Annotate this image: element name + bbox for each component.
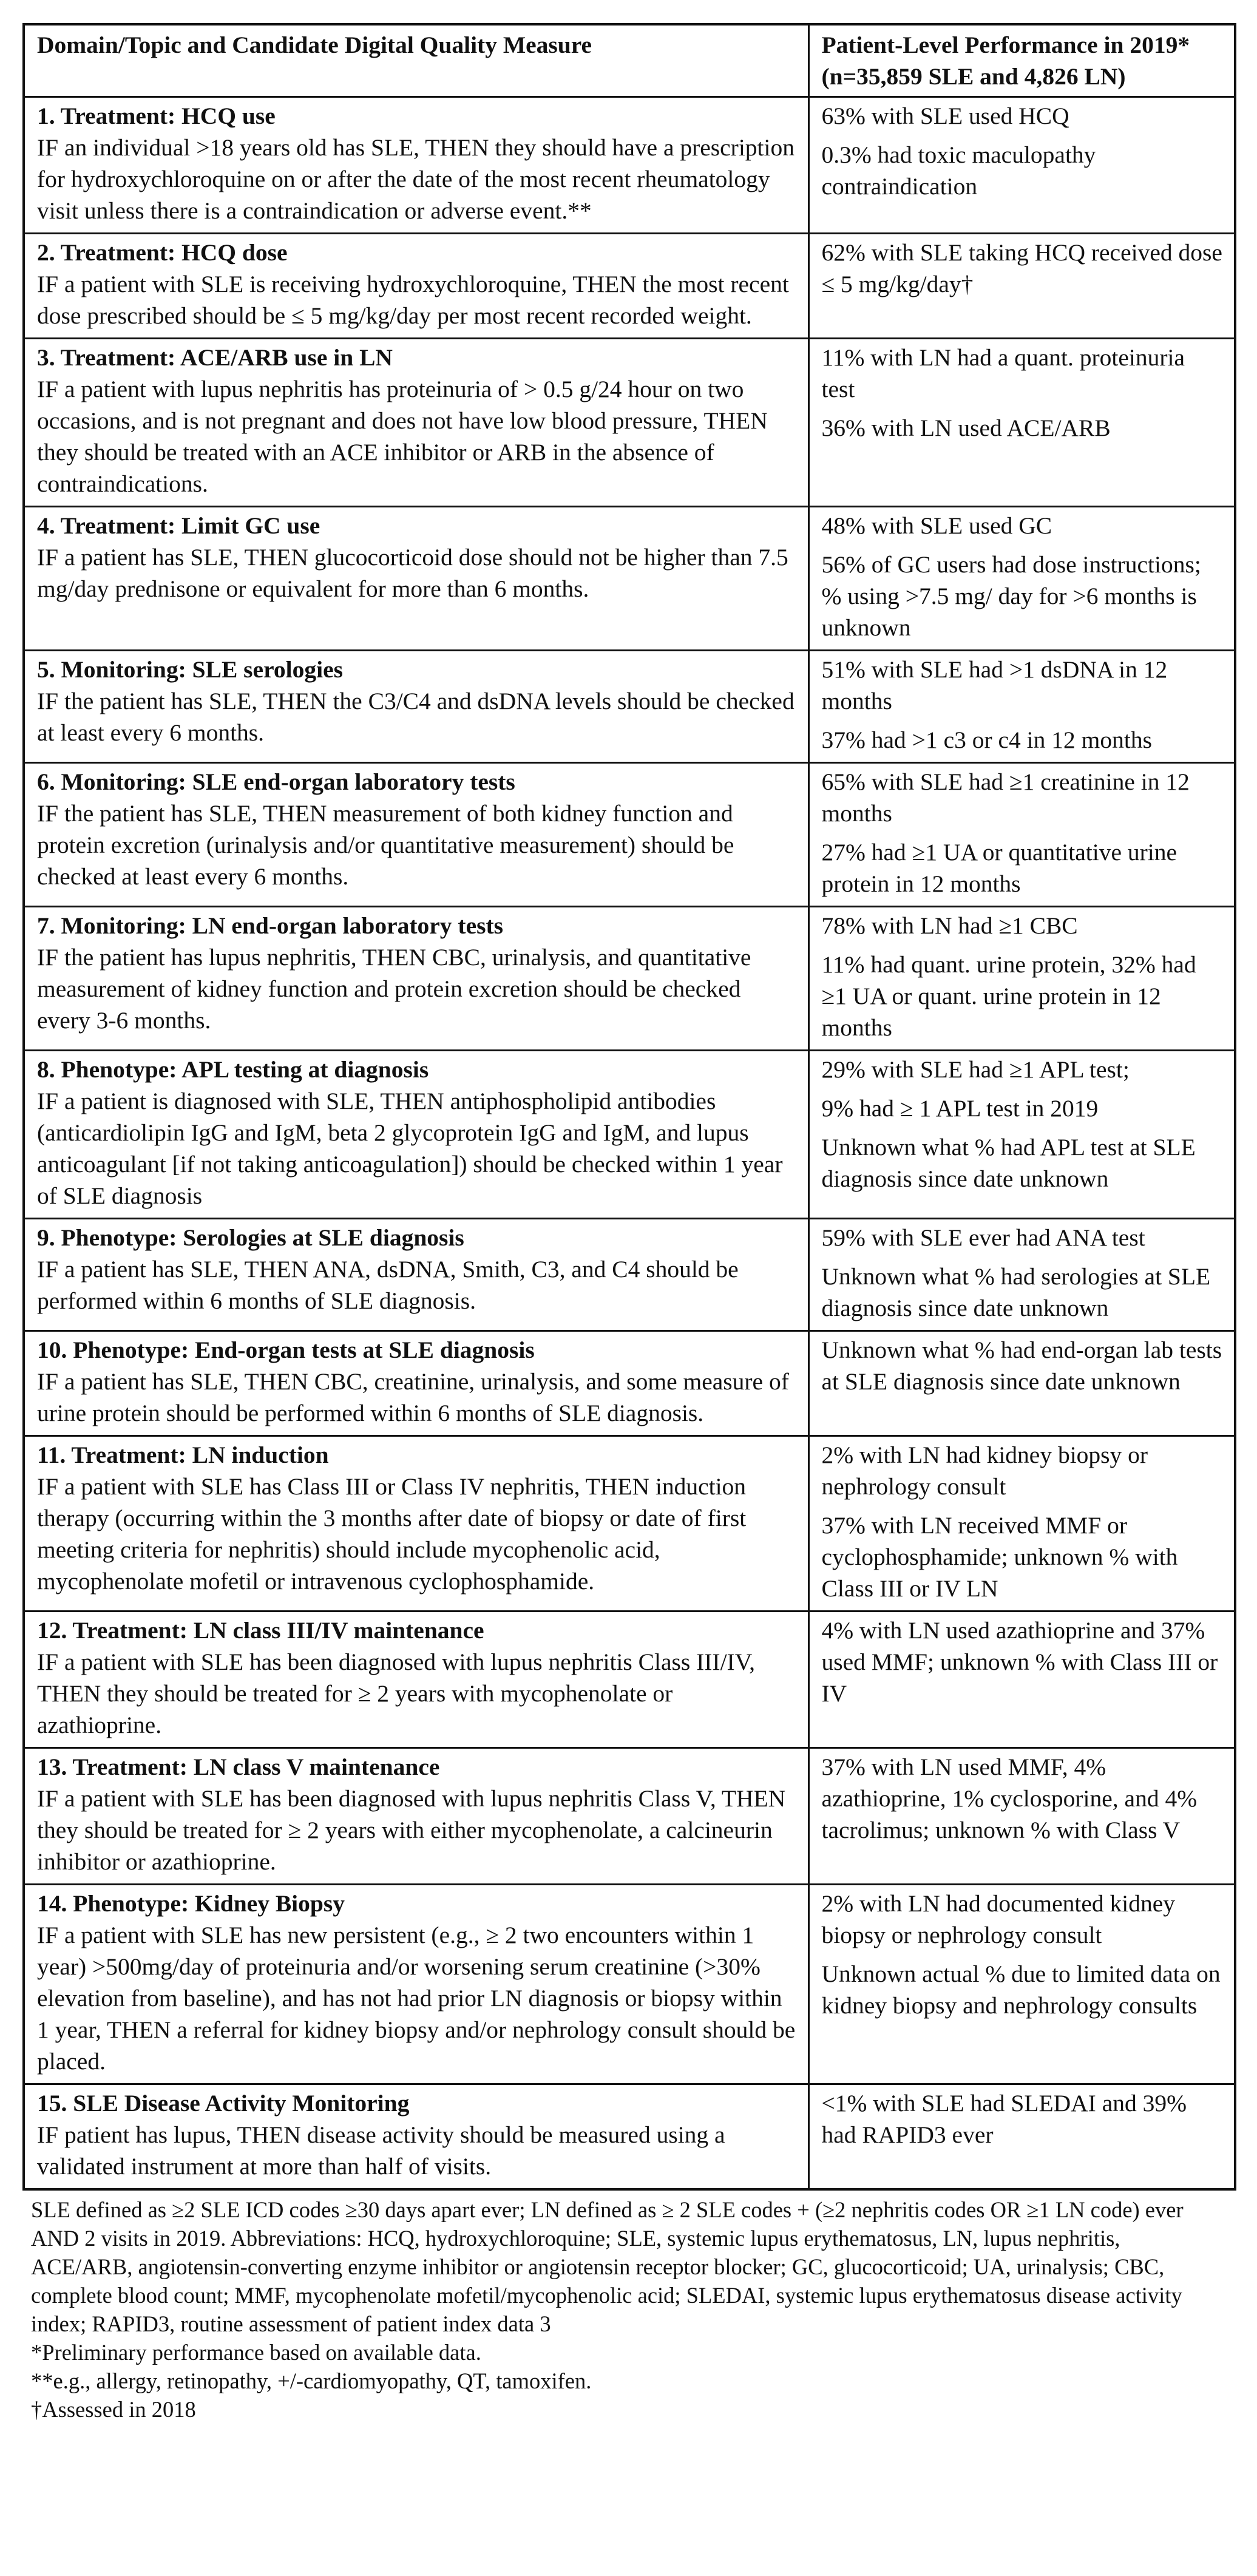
measure-description: IF a patient has SLE, THEN glucocorticoid dose should not be higher than 7.5 mg/day prednisone or equivalent for more than 6 months. (37, 544, 788, 602)
performance-value: 0.3% had toxic maculopathy contraindication (821, 141, 1096, 200)
measure-title: 10. Phenotype: End-organ tests at SLE diagnosis (37, 1337, 535, 1363)
measure-description: IF the patient has SLE, THEN the C3/C4 and dsDNA levels should be checked at least every 6 months. (37, 688, 795, 746)
measure-title: 8. Phenotype: APL testing at diagnosis (37, 1056, 429, 1083)
performance-value: 11% with LN had a quant. proteinuria test (821, 344, 1185, 402)
table-row (24, 234, 1235, 339)
table-row (24, 1436, 1235, 1612)
measure-description: IF a patient with SLE is receiving hydroxychloroquine, THEN the most recent dose prescribed should be ≤ 5 mg/kg/day per most recent recorded weight. (37, 271, 789, 329)
performance-value: 2% with LN had documented kidney biopsy or nephrology consult (821, 1890, 1175, 1948)
table-row (24, 97, 1235, 234)
measure-title: 12. Treatment: LN class III/IV maintenance (37, 1617, 484, 1644)
table-footnotes (22, 2191, 1230, 2424)
performance-cell (808, 1612, 1235, 1748)
table-row (24, 1885, 1235, 2084)
performance-value: 11% had quant. urine protein, 32% had ≥1 UA or quant. urine protein in 12 months (821, 951, 1196, 1041)
measure-cell (24, 507, 808, 651)
measure-description: IF a patient with SLE has been diagnosed with lupus nephritis Class III/IV, THEN they should be treated for ≥ 2 years with mycophenolate or azathioprine. (37, 1649, 756, 1738)
measure-title: 9. Phenotype: Serologies at SLE diagnosis (37, 1224, 464, 1251)
performance-cell (808, 2084, 1235, 2190)
performance-value: Unknown actual % due to limited data on kidney biopsy and nephrology consults (821, 1961, 1221, 2019)
quality-measures-table (22, 23, 1236, 2191)
header-performance-sample: (n=35,859 SLE and 4,826 LN) (821, 63, 1126, 90)
performance-value: 37% with LN received MMF or cyclophosphamide; unknown % with Class III or IV LN (821, 1512, 1178, 1602)
header-performance (808, 24, 1235, 97)
performance-value: 62% with SLE taking HCQ received dose ≤ 5 mg/kg/day† (821, 239, 1222, 297)
measure-cell (24, 1612, 808, 1748)
table-row (24, 339, 1235, 507)
measure-description: IF an individual >18 years old has SLE, THEN they should have a prescription for hydroxychloroquine on or after the date of the most recent rheumatology visit unless there is a contraindication or adverse event.** (37, 134, 795, 224)
table-row (24, 907, 1235, 1051)
measure-cell (24, 2084, 808, 2190)
measure-cell (24, 1885, 808, 2084)
measure-description: IF patient has lupus, THEN disease activity should be measured using a validated instrument at more than half of visits. (37, 2121, 725, 2180)
measure-cell (24, 234, 808, 339)
performance-value: 51% with SLE had >1 dsDNA in 12 months (821, 656, 1168, 714)
measure-cell (24, 1436, 808, 1612)
performance-value: 63% with SLE used HCQ (821, 103, 1069, 129)
measure-title: 2. Treatment: HCQ dose (37, 239, 288, 266)
table-row (24, 763, 1235, 907)
performance-value: <1% with SLE had SLEDAI and 39% had RAPID3 ever (821, 2090, 1187, 2148)
performance-cell (808, 1436, 1235, 1612)
performance-value: 2% with LN had kidney biopsy or nephrology consult (821, 1442, 1148, 1500)
performance-value: Unknown what % had APL test at SLE diagnosis since date unknown (821, 1134, 1196, 1192)
measure-description: IF the patient has lupus nephritis, THEN CBC, urinalysis, and quantitative measurement of kidney function and protein excretion should be checked every 3-6 months. (37, 944, 751, 1034)
measure-title: 11. Treatment: LN induction (37, 1442, 329, 1468)
footnote-assessed-2018: †Assessed in 2018 (31, 2397, 196, 2422)
performance-value: 56% of GC users had dose instructions; % using >7.5 mg/ day for >6 months is unknown (821, 551, 1201, 641)
table-row (24, 1219, 1235, 1331)
table-header-row (24, 24, 1235, 97)
performance-cell (808, 97, 1235, 234)
measure-description: IF a patient with SLE has Class III or Class IV nephritis, THEN induction therapy (occurring within the 3 months after date of biopsy or date of first meeting criteria for nephritis) should include mycophenolic acid, mycophenolate mofetil or intravenous cyclophosphamide. (37, 1473, 747, 1595)
measure-title: 3. Treatment: ACE/ARB use in LN (37, 344, 393, 371)
performance-value: Unknown what % had serologies at SLE diagnosis since date unknown (821, 1263, 1211, 1321)
table-row (24, 2084, 1235, 2190)
performance-value: 29% with SLE had ≥1 APL test; (821, 1056, 1130, 1083)
measure-description: IF a patient with SLE has new persistent (e.g., ≥ 2 two encounters within 1 year) >500mg/day of proteinuria and/or worsening serum creatinine (>30% elevation from baseline), and has not had prior LN diagnosis or biopsy within 1 year, THEN a referral for kidney biopsy and/or nephrology consult should be placed. (37, 1922, 796, 2075)
header-domain-topic: Domain/Topic and Candidate Digital Quality Measure (24, 24, 808, 97)
performance-value: 37% with LN used MMF, 4% azathioprine, 1% cyclosporine, and 4% tacrolimus; unknown % with Class V (821, 1754, 1198, 1843)
measure-cell (24, 1219, 808, 1331)
measure-description: IF a patient with SLE has been diagnosed with lupus nephritis Class V, THEN they should be treated for ≥ 2 years with either mycophenolate, a calcineurin inhibitor or azathioprine. (37, 1785, 786, 1875)
measure-description: IF a patient with lupus nephritis has proteinuria of > 0.5 g/24 hour on two occasions, and is not pregnant and does not have low blood pressure, THEN they should be treated with an ACE inhibitor or ARB in the absence of contraindications. (37, 376, 768, 497)
performance-cell (808, 907, 1235, 1051)
measure-title: 7. Monitoring: LN end-organ laboratory tests (37, 912, 503, 939)
performance-value: 37% had >1 c3 or c4 in 12 months (821, 727, 1152, 753)
measure-cell (24, 97, 808, 234)
performance-value: Unknown what % had end-organ lab tests at SLE diagnosis since date unknown (821, 1337, 1222, 1395)
measure-description: IF a patient has SLE, THEN CBC, creatinine, urinalysis, and some measure of urine protein should be performed within 6 months of SLE diagnosis. (37, 1368, 789, 1426)
table-row (24, 651, 1235, 763)
measure-title: 13. Treatment: LN class V maintenance (37, 1754, 440, 1780)
performance-value: 48% with SLE used GC (821, 512, 1052, 539)
measure-cell (24, 1051, 808, 1219)
performance-cell (808, 1219, 1235, 1331)
performance-cell (808, 1051, 1235, 1219)
performance-value: 36% with LN used ACE/ARB (821, 415, 1111, 441)
table-row (24, 1331, 1235, 1436)
measure-title: 5. Monitoring: SLE serologies (37, 656, 343, 683)
performance-cell (808, 651, 1235, 763)
table-body (24, 97, 1235, 2190)
measure-cell (24, 907, 808, 1051)
measure-cell (24, 1331, 808, 1436)
measure-title: 14. Phenotype: Kidney Biopsy (37, 1890, 345, 1917)
measure-cell (24, 763, 808, 907)
table-row (24, 1748, 1235, 1885)
measure-title: 15. SLE Disease Activity Monitoring (37, 2090, 410, 2117)
header-performance-title: Patient-Level Performance in 2019* (821, 32, 1190, 58)
performance-cell (808, 1331, 1235, 1436)
table-row (24, 1051, 1235, 1219)
performance-value: 78% with LN had ≥1 CBC (821, 912, 1078, 939)
footnote-definitions: SLE defined as ≥2 SLE ICD codes ≥30 days apart ever; LN defined as ≥ 2 SLE codes + (≥2 nephritis codes OR ≥1 LN code) ever AND 2 visits in 2019. Abbreviations: HCQ, hydroxychloroquine; SLE, systemic lupus erythematosus, LN, lupus nephritis, ACE/ARB, angiotensin-converting enzyme inhibitor or angiotensin receptor blocker; GC, glucocorticoid; UA, urinalysis; CBC, complete blood count; MMF, mycophenolate mofetil/mycophenolic acid; SLEDAI, systemic lupus erythematosus disease activity index; RAPID3, routine assessment of patient index data 3 (31, 2197, 1184, 2336)
measure-title: 6. Monitoring: SLE end-organ laboratory tests (37, 768, 515, 795)
footnote-contraindications: **e.g., allergy, retinopathy, +/-cardiomyopathy, QT, tamoxifen. (31, 2368, 592, 2393)
performance-value: 9% had ≥ 1 APL test in 2019 (821, 1095, 1099, 1122)
footnote-preliminary: *Preliminary performance based on available data. (31, 2340, 481, 2365)
measure-cell (24, 339, 808, 507)
measure-description: IF the patient has SLE, THEN measurement of both kidney function and protein excretion (urinalysis and/or quantitative measurement) should be checked at least every 6 months. (37, 800, 734, 890)
performance-cell (808, 507, 1235, 651)
performance-cell (808, 763, 1235, 907)
table-row (24, 507, 1235, 651)
measure-description: IF a patient has SLE, THEN ANA, dsDNA, Smith, C3, and C4 should be performed within 6 months of SLE diagnosis. (37, 1256, 739, 1314)
performance-cell (808, 234, 1235, 339)
measure-title: 1. Treatment: HCQ use (37, 103, 276, 129)
measure-description: IF a patient is diagnosed with SLE, THEN antiphospholipid antibodies (anticardiolipin IgG and IgM, beta 2 glycoprotein IgG and IgM, and lupus anticoagulant [if not taking anticoagulation]) should be checked within 1 year of SLE diagnosis (37, 1088, 783, 1209)
performance-cell (808, 339, 1235, 507)
measure-cell (24, 651, 808, 763)
performance-cell (808, 1748, 1235, 1885)
table-row (24, 1612, 1235, 1748)
measure-cell (24, 1748, 808, 1885)
performance-value: 65% with SLE had ≥1 creatinine in 12 months (821, 768, 1190, 827)
measure-title: 4. Treatment: Limit GC use (37, 512, 320, 539)
performance-value: 4% with LN used azathioprine and 37% used MMF; unknown % with Class III or IV (821, 1617, 1218, 1707)
performance-value: 27% had ≥1 UA or quantitative urine protein in 12 months (821, 839, 1177, 897)
performance-value: 59% with SLE ever had ANA test (821, 1224, 1145, 1251)
performance-cell (808, 1885, 1235, 2084)
